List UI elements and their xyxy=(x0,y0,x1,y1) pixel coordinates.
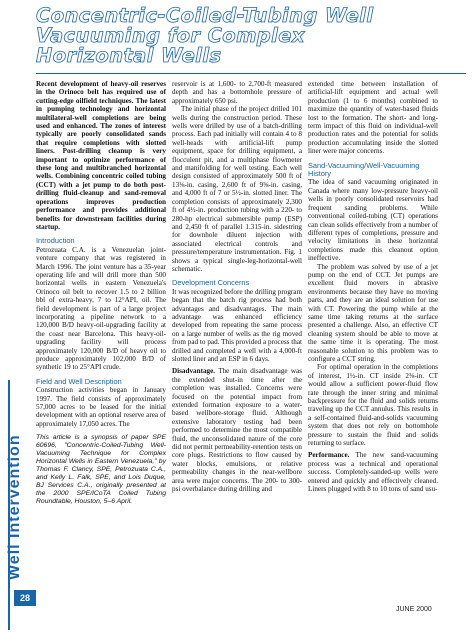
disadvantage-paragraph xyxy=(172,367,302,493)
heading-sand-vacuuming: Sand-Vacuuming/Well-Vacuuming History xyxy=(308,160,420,179)
title-line-2: Vacuuming for Complex xyxy=(36,24,305,47)
reservoir-paragraph: reservoir is at 1,600- to 2,700-ft measured depth and has a bottomhole pressure of approximately 650 psi. xyxy=(172,80,302,105)
section-tab xyxy=(0,0,24,632)
sand-paragraph-2: The problem was solved by use of a jet pump on the end of CCT. Jet pumps are excellent fluid movers in abrasive environments because they have no moving parts, and they are an ideal solution for use with CT. Powering the pump while at the same time taking returns at the surface presented a challenge. Also, an effective CT cleaning system should be able to move at the same time it is operating. The most reasonable solution to this problem was to configure a CCT string. xyxy=(308,262,438,363)
title-line-1: Concentric-Coiled-Tubing Well xyxy=(36,4,374,27)
article-title xyxy=(36,6,456,66)
performance-lead: Performance. xyxy=(308,451,350,460)
initial-phase-paragraph: The initial phase of the project drilled 101 wells during the construction period. These wells were drilled by use of a batch-drilling process. Each pad initially will contain 4 to 8 well-heads with artificial-lift pump equipment, space for drilling equipment, a flocculent pit, and a multiphase flowmeter and manifolding for well testing. Each well design consisted of approximately 500 ft of 13⅜-in. casing, 2,600 ft of 9⅝-in. casing, and 4,000 ft of 7 or 5½-in. slotted liner. The completion consists of approximately 2,300 ft of 4½-in. production tubing with a 220- to 280-hp electrical submersible pump (ESP) and 2,450 ft of parallel 1.315-in. sidestring for downhole diluent injection with associated electrical controls and pressure/temperature instrumentation. Fig. 1 shows a typical single-leg-horizontal-well schematic. xyxy=(172,105,302,273)
column-3 xyxy=(308,80,438,494)
disadvantage-text: The main disadvantage was the extended shut-in time after the completion was installed. Concerns were focused on the potential impact from extended formation exposure to a water-based wellbore-storage fluid. Although extensive laboratory testing had been performed to determine the most compatible fluid, the unconsolidated nature of the core did not permit permeability-retention tests on core plugs. Restrictions to flow caused by water blocks, emulsions, or relative permeability changes in the near-wellbore area were major concerns. The 200- to 300-psi overbalance during drilling and xyxy=(172,367,302,494)
column-2 xyxy=(172,80,302,494)
performance-text: The new sand-vacuuming process was a technical and operational success. Completely-sanded-up wells were entered and quickly and effectively cleaned. Liners plugged with 8 to 10 tons of sand usu- xyxy=(308,451,438,494)
issue-date: JUNE 2000 xyxy=(396,606,432,613)
section-tab-label: Well Intervention xyxy=(6,434,23,580)
heading-introduction: Introduction xyxy=(36,236,75,246)
field-paragraph: Construction activities began in January 1997. The field consists of approximately 57,000 acres to be leased for the initial development with an optional reserve area of approximately 17,050 acres. The xyxy=(36,386,166,428)
column-1 xyxy=(36,80,166,506)
heading-field-description: Field and Well Description xyxy=(36,376,122,386)
heading-development-concerns: Development Concerns xyxy=(172,278,250,288)
intro-paragraph: Petrozuata C.A. is a Venezuelan joint-venture company that was registered in March 1996. The joint venture has a 35-year operating life and will drill more than 500 horizontal wells in eastern Venezuela's Orinoco oil belt to recover 1.5 to 2 billion bbl of extra-heavy, 7 to 12°API, oil. The field development is part of a large project incorporating a pipeline network to a 120,000 B/D heavy-oil-upgrading facility at the coast near Barcelona. This heavy-oil-upgrading facility will process approximately 120,000 B/D of heavy oil to produce approximately 102,000 B/D of synthetic 19 to 25°API crude. xyxy=(36,245,166,372)
title-divider xyxy=(36,73,466,74)
title-line-3: Horizontal Wells xyxy=(36,44,222,67)
synopsis-note: This article is a synopsis of paper SPE 60696, "Concentric-Coiled-Tubing Well-Vacuuming Technique for Complex Horizontal Wells in Eastern Venezuela," by Thomas F. Clancy, SPE, Petrozuata C.A., and Kelly L. Falk, SPE, and Lois Duque, BJ Services C.A., originally presented at the 2000 SPE/ICoTA Coiled Tubing Roundtable, Houston, 5–6 April. xyxy=(36,434,166,506)
continued-paragraph: extended time between installation of artificial-lift equipment and actual well production (1 to 6 months) combined to maximize the quantity of water-based fluids lost to the formation. The short- and long-term impact of this fluid on individual-well production rates and the potential for solids production accumulating inside the slotted liner were major concerns. xyxy=(308,80,438,156)
page-number: 28 xyxy=(14,590,36,606)
lead-paragraph: Recent development of heavy-oil reserves in the Orinoco belt has required use of cutting-edge oilfield techniques. The latest in pumping technology and horizontal multilateral-well completions are being used and enhanced. The zones of interest typically are poorly consolidated sands that require completions with slotted liners. Post-drilling cleanup is very important to optimize performance of these long and multibranched horizontal wells. Combining concentric coiled tubing (CCT) with a jet pump to do both post-drilling fluid-cleanup and sand-removal operations improves production performance and provides additional benefits for downstream facilities during startup. xyxy=(36,80,166,231)
performance-paragraph xyxy=(308,451,438,493)
disadvantage-lead: Disadvantage. xyxy=(172,367,216,376)
sand-paragraph-1: The idea of sand vacuuming originated in Canada where many low-pressure heavy-oil wells in poorly consolidated reservoirs had frequent sanding problems. While conventional coiled-tubing (CT) operations can clean solids effectively from a number of different types of completions, pressure and velocity limitations in these horizontal completions made this cleanout option ineffective. xyxy=(308,178,438,263)
development-paragraph: It was recognized before the drilling program began that the batch rig process had both advantages and disadvantages. The main advantage was enhanced efficiency developed from repeating the same process on a large number of wells as the rig moved from pad to pad. This provided a process that drilled and completed a well with a 4,000-ft slotted liner and an ESP in 6 days. xyxy=(172,287,302,363)
sand-paragraph-3: For optimal operation in the completions of interest, 1½-in. CT inside 2⅜-in. CT would allow a sufficient power-fluid flow rate through the inner string and minimal backpressure for the fluid and solids returns traveling up the CCT annulus. This results in a self-contained fluid-and-solids vacuuming system that does not rely on bottomhole pressure to sustain the fluid and solids returning to surface. xyxy=(308,363,438,448)
